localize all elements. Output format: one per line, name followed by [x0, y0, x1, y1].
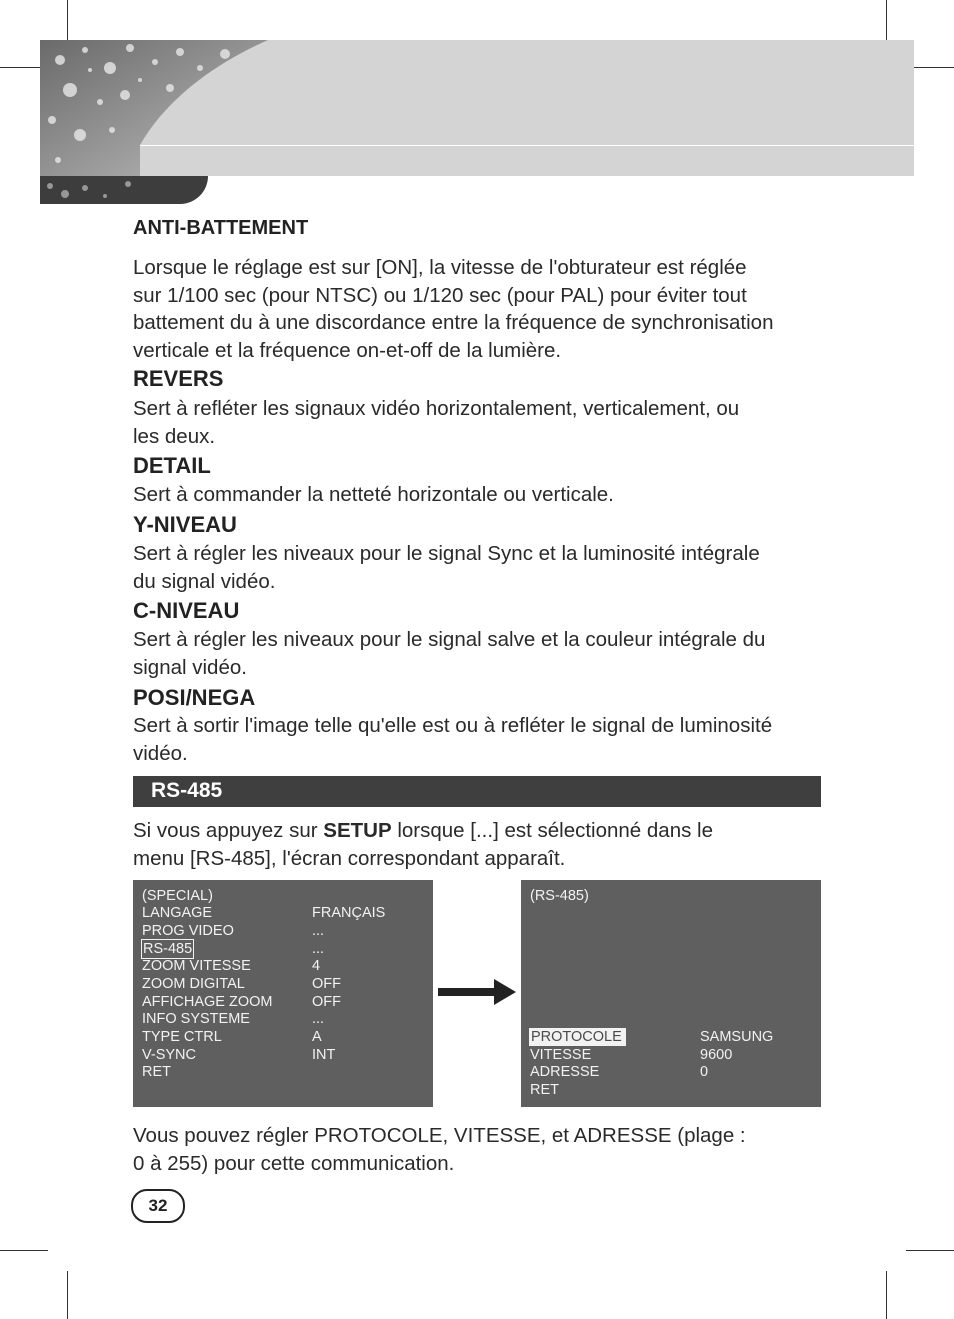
osd-label: V-SYNC: [142, 1047, 196, 1063]
text-line: vidéo.: [133, 741, 188, 765]
text-line: Lorsque le réglage est sur [ON], la vitesse de l'obturateur est réglée: [133, 256, 747, 279]
crop-mark: [67, 1271, 68, 1319]
osd-value: ...: [312, 1011, 325, 1027]
osd-row: [530, 1081, 820, 1099]
osd-row: [530, 1063, 820, 1081]
text-line: les deux.: [133, 424, 216, 448]
osd-screen-special: [133, 880, 433, 1107]
section-title-posi-nega: POSI/NEGA: [133, 685, 256, 710]
crop-mark: [0, 1250, 48, 1251]
text-line: menu [RS-485], l'écran correspondant apparaît.: [133, 846, 566, 870]
osd-row: [530, 1046, 820, 1064]
osd-label: AFFICHAGE ZOOM: [142, 994, 273, 1010]
osd-row: [142, 1010, 432, 1028]
section-header-rs485: [133, 776, 821, 807]
osd-title: (RS-485): [530, 888, 589, 904]
text-line: [133, 817, 833, 845]
section-title-revers: REVERS: [133, 366, 224, 391]
section-title-y-niveau: Y-NIVEAU: [133, 512, 237, 537]
osd-row-selected: [530, 1028, 820, 1046]
c-niveau-text: [133, 626, 833, 681]
crop-mark: [906, 1250, 954, 1251]
y-niveau-text: [133, 540, 833, 595]
arrow-right-icon: [438, 979, 518, 1005]
osd-row: [142, 904, 432, 922]
section-title-detail: DETAIL: [133, 453, 211, 478]
osd-label: PROG VIDEO: [142, 923, 234, 939]
osd-row: [142, 975, 432, 993]
osd-value: INT: [312, 1047, 336, 1063]
osd-label: INFO SYSTEME: [142, 1011, 250, 1027]
text-line: Sert à régler les niveaux pour le signal Sync et la luminosité intégrale: [133, 542, 760, 565]
text-line: verticale et la fréquence on-et-off de la lumière.: [133, 338, 562, 362]
osd-label: TYPE CTRL: [142, 1029, 222, 1045]
page-number: 32: [131, 1189, 185, 1223]
text-line: du signal vidéo.: [133, 569, 276, 593]
osd-value: ...: [312, 923, 325, 939]
section-title-c-niveau: C-NIVEAU: [133, 598, 240, 623]
osd-value: SAMSUNG: [700, 1029, 774, 1045]
revers-text: [133, 395, 833, 450]
osd-value: 9600: [700, 1047, 733, 1063]
osd-screen-rs485: [521, 880, 821, 1107]
osd-label: LANGAGE: [142, 905, 213, 921]
text-line: Sert à régler les niveaux pour le signal salve et la couleur intégrale du: [133, 628, 766, 651]
osd-value: A: [312, 1029, 322, 1045]
text-line: 0 à 255) pour cette communication.: [133, 1151, 455, 1175]
osd-value: ...: [312, 941, 325, 957]
section-header-label: RS-485: [151, 779, 223, 802]
osd-row: [142, 1063, 432, 1081]
osd-label: VITESSE: [530, 1047, 592, 1063]
header-water-drops-image: [40, 40, 270, 176]
osd-value: 0: [700, 1064, 709, 1080]
osd-row-selected: [142, 940, 432, 958]
osd-row: [142, 993, 432, 1011]
osd-value: OFF: [312, 994, 341, 1010]
osd-label: RET: [142, 1064, 171, 1080]
osd-label: ZOOM DIGITAL: [142, 976, 245, 992]
osd-row: [142, 1046, 432, 1064]
text-line: battement du à une discordance entre la fréquence de synchronisation: [133, 311, 774, 334]
osd-value: 4: [312, 958, 321, 974]
setup-keyword: SETUP: [323, 819, 392, 842]
osd-value: OFF: [312, 976, 341, 992]
osd-label: ZOOM VITESSE: [142, 958, 251, 974]
rs485-intro: [133, 817, 833, 872]
osd-label: ADRESSE: [530, 1064, 600, 1080]
text-line: Sert à commander la netteté horizontale ou verticale.: [133, 483, 614, 506]
osd-label-selected: RS-485: [143, 941, 193, 957]
posi-nega-text: [133, 712, 833, 767]
crop-mark: [886, 1271, 887, 1319]
anti-battement-text: [133, 254, 833, 364]
osd-label-selected: PROTOCOLE: [529, 1028, 626, 1046]
header-tab: [40, 176, 208, 204]
osd-title: (SPECIAL): [142, 888, 213, 904]
osd-row: [142, 957, 432, 975]
text-line: sur 1/100 sec (pour NTSC) ou 1/120 sec (pour PAL) pour éviter tout: [133, 283, 747, 307]
text-line: Vous pouvez régler PROTOCOLE, VITESSE, et ADRESSE (plage :: [133, 1124, 746, 1147]
detail-text: [133, 481, 833, 509]
osd-row: [142, 922, 432, 940]
osd-value: FRANÇAIS: [312, 905, 386, 921]
osd-row: [142, 1028, 432, 1046]
text-line: Sert à sortir l'image telle qu'elle est ou à refléter le signal de luminosité: [133, 714, 773, 737]
rs485-outro: [133, 1122, 833, 1177]
text-run: Si vous appuyez sur: [133, 819, 324, 842]
text-line: Sert à refléter les signaux vidéo horizontalement, verticalement, ou: [133, 397, 740, 420]
osd-label: RET: [530, 1082, 559, 1098]
section-title-anti-battement: ANTI-BATTEMENT: [133, 217, 309, 239]
text-line: signal vidéo.: [133, 655, 247, 679]
text-run: lorsque [...] est sélectionné dans le: [391, 819, 714, 842]
